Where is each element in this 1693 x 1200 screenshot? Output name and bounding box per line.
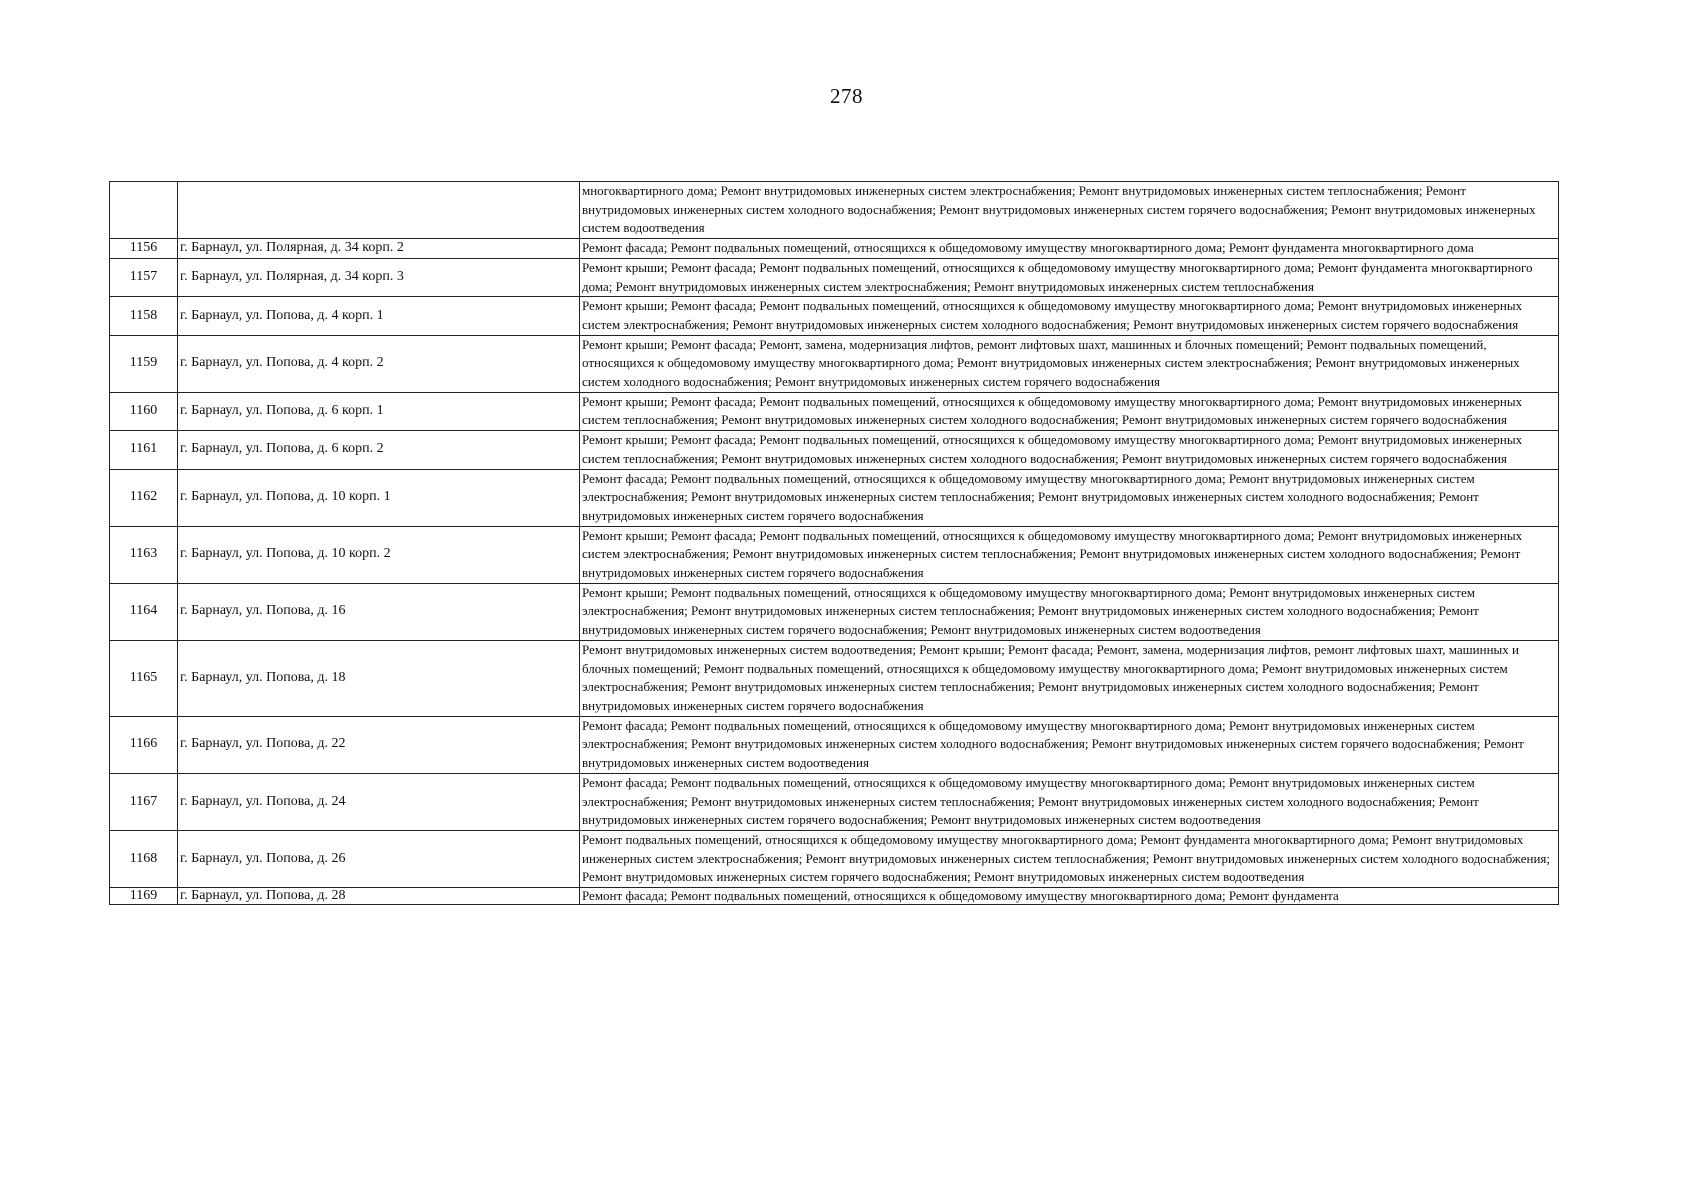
table-row (110, 773, 1559, 830)
row-works: Ремонт крыши; Ремонт фасада; Ремонт подвальных помещений, относящихся к общедомовому имуществу многоквартирного дома; Ремонт фундамента многоквартирного дома; Ремонт внутридомовых инженерных систем электроснабжения; Ремонт внутридомовых инженерных систем теплоснабжения (580, 258, 1559, 296)
row-works: Ремонт внутридомовых инженерных систем водоотведения; Ремонт крыши; Ремонт фасада; Ремонт, замена, модернизация лифтов, ремонт лифтовых шахт, машинных и блочных помещений; Ремонт подвальных помещений, относящихся к общедомовому имуществу многоквартирного дома; Ремонт внутридомовых инженерных систем электроснабжения; Ремонт внутридомовых инженерных систем теплоснабжения; Ремонт внутридомовых инженерных систем холодного водоснабжения; Ремонт внутридомовых инженерных систем горячего водоснабжения (580, 640, 1559, 716)
row-number: 1159 (110, 335, 178, 392)
row-address: г. Барнаул, ул. Полярная, д. 34 корп. 2 (178, 239, 580, 259)
page-number: 278 (830, 84, 863, 108)
repair-works-table (109, 181, 1559, 905)
table-row (110, 830, 1559, 887)
row-address: г. Барнаул, ул. Попова, д. 24 (178, 773, 580, 830)
row-number: 1169 (110, 888, 178, 905)
row-number: 1167 (110, 773, 178, 830)
row-address: г. Барнаул, ул. Попова, д. 28 (178, 888, 580, 905)
table-row (110, 716, 1559, 773)
row-works: Ремонт крыши; Ремонт фасада; Ремонт, замена, модернизация лифтов, ремонт лифтовых шахт, машинных и блочных помещений; Ремонт подвальных помещений, относящихся к общедомовому имуществу многоквартирного дома; Ремонт внутридомовых инженерных систем электроснабжения; Ремонт внутридомовых инженерных систем холодного водоснабжения; Ремонт внутридомовых инженерных систем горячего водоснабжения (580, 335, 1559, 392)
table-row (110, 526, 1559, 583)
table-row (110, 297, 1559, 335)
row-address: г. Барнаул, ул. Попова, д. 4 корп. 1 (178, 297, 580, 335)
row-address: г. Барнаул, ул. Попова, д. 26 (178, 830, 580, 887)
row-number: 1163 (110, 526, 178, 583)
table-row (110, 182, 1559, 239)
table-row (110, 335, 1559, 392)
row-address: г. Барнаул, ул. Попова, д. 6 корп. 2 (178, 431, 580, 469)
row-number: 1161 (110, 431, 178, 469)
table-row (110, 469, 1559, 526)
row-number: 1156 (110, 239, 178, 259)
row-works: Ремонт крыши; Ремонт фасада; Ремонт подвальных помещений, относящихся к общедомовому имуществу многоквартирного дома; Ремонт внутридомовых инженерных систем теплоснабжения; Ремонт внутридомовых инженерных систем холодного водоснабжения; Ремонт внутридомовых инженерных систем горячего водоснабжения (580, 392, 1559, 430)
row-number: 1168 (110, 830, 178, 887)
row-number: 1165 (110, 640, 178, 716)
table-row (110, 431, 1559, 469)
row-works: Ремонт фасада; Ремонт подвальных помещений, относящихся к общедомовому имуществу многоквартирного дома; Ремонт внутридомовых инженерных систем электроснабжения; Ремонт внутридомовых инженерных систем холодного водоснабжения; Ремонт внутридомовых инженерных систем горячего водоснабжения; Ремонт внутридомовых инженерных систем водоотведения (580, 716, 1559, 773)
row-address (178, 182, 580, 239)
row-works: Ремонт фасада; Ремонт подвальных помещений, относящихся к общедомовому имуществу многоквартирного дома; Ремонт фундамента многоквартирного дома (580, 239, 1559, 259)
row-number: 1166 (110, 716, 178, 773)
row-works: Ремонт крыши; Ремонт фасада; Ремонт подвальных помещений, относящихся к общедомовому имуществу многоквартирного дома; Ремонт внутридомовых инженерных систем теплоснабжения; Ремонт внутридомовых инженерных систем холодного водоснабжения; Ремонт внутридомовых инженерных систем горячего водоснабжения (580, 431, 1559, 469)
row-works: Ремонт крыши; Ремонт фасада; Ремонт подвальных помещений, относящихся к общедомовому имуществу многоквартирного дома; Ремонт внутридомовых инженерных систем электроснабжения; Ремонт внутридомовых инженерных систем холодного водоснабжения; Ремонт внутридомовых инженерных систем горячего водоснабжения (580, 297, 1559, 335)
row-address: г. Барнаул, ул. Попова, д. 10 корп. 2 (178, 526, 580, 583)
row-number: 1157 (110, 258, 178, 296)
row-address: г. Барнаул, ул. Попова, д. 16 (178, 583, 580, 640)
row-works: Ремонт фасада; Ремонт подвальных помещений, относящихся к общедомовому имуществу многоквартирного дома; Ремонт фундамента (580, 888, 1559, 905)
row-number: 1162 (110, 469, 178, 526)
row-address: г. Барнаул, ул. Полярная, д. 34 корп. 3 (178, 258, 580, 296)
row-number (110, 182, 178, 239)
row-number: 1164 (110, 583, 178, 640)
row-works: Ремонт крыши; Ремонт фасада; Ремонт подвальных помещений, относящихся к общедомовому имуществу многоквартирного дома; Ремонт внутридомовых инженерных систем электроснабжения; Ремонт внутридомовых инженерных систем теплоснабжения; Ремонт внутридомовых инженерных систем холодного водоснабжения; Ремонт внутридомовых инженерных систем горячего водоснабжения (580, 526, 1559, 583)
row-number: 1158 (110, 297, 178, 335)
row-address: г. Барнаул, ул. Попова, д. 18 (178, 640, 580, 716)
row-works: Ремонт фасада; Ремонт подвальных помещений, относящихся к общедомовому имуществу многоквартирного дома; Ремонт внутридомовых инженерных систем электроснабжения; Ремонт внутридомовых инженерных систем теплоснабжения; Ремонт внутридомовых инженерных систем холодного водоснабжения; Ремонт внутридомовых инженерных систем горячего водоснабжения; Ремонт внутридомовых инженерных систем водоотведения (580, 773, 1559, 830)
row-address: г. Барнаул, ул. Попова, д. 10 корп. 1 (178, 469, 580, 526)
table-row (110, 258, 1559, 296)
table-row (110, 239, 1559, 259)
row-address: г. Барнаул, ул. Попова, д. 4 корп. 2 (178, 335, 580, 392)
row-works: Ремонт крыши; Ремонт подвальных помещений, относящихся к общедомовому имуществу многоквартирного дома; Ремонт внутридомовых инженерных систем электроснабжения; Ремонт внутридомовых инженерных систем теплоснабжения; Ремонт внутридомовых инженерных систем холодного водоснабжения; Ремонт внутридомовых инженерных систем горячего водоснабжения; Ремонт внутридомовых инженерных систем водоотведения (580, 583, 1559, 640)
row-address: г. Барнаул, ул. Попова, д. 22 (178, 716, 580, 773)
table-row (110, 888, 1559, 905)
row-address: г. Барнаул, ул. Попова, д. 6 корп. 1 (178, 392, 580, 430)
table-row (110, 640, 1559, 716)
row-number: 1160 (110, 392, 178, 430)
row-works: Ремонт фасада; Ремонт подвальных помещений, относящихся к общедомовому имуществу многоквартирного дома; Ремонт внутридомовых инженерных систем электроснабжения; Ремонт внутридомовых инженерных систем теплоснабжения; Ремонт внутридомовых инженерных систем холодного водоснабжения; Ремонт внутридомовых инженерных систем горячего водоснабжения (580, 469, 1559, 526)
table-row (110, 583, 1559, 640)
table-row (110, 392, 1559, 430)
row-works: Ремонт подвальных помещений, относящихся к общедомовому имуществу многоквартирного дома; Ремонт фундамента многоквартирного дома; Ремонт внутридомовых инженерных систем электроснабжения; Ремонт внутридомовых инженерных систем теплоснабжения; Ремонт внутридомовых инженерных систем холодного водоснабжения; Ремонт внутридомовых инженерных систем горячего водоснабжения; Ремонт внутридомовых инженерных систем водоотведения (580, 830, 1559, 887)
row-works: многоквартирного дома; Ремонт внутридомовых инженерных систем электроснабжения; Ремонт внутридомовых инженерных систем теплоснабжения; Ремонт внутридомовых инженерных систем холодного водоснабжения; Ремонт внутридомовых инженерных систем горячего водоснабжения; Ремонт внутридомовых инженерных систем водоотведения (580, 182, 1559, 239)
